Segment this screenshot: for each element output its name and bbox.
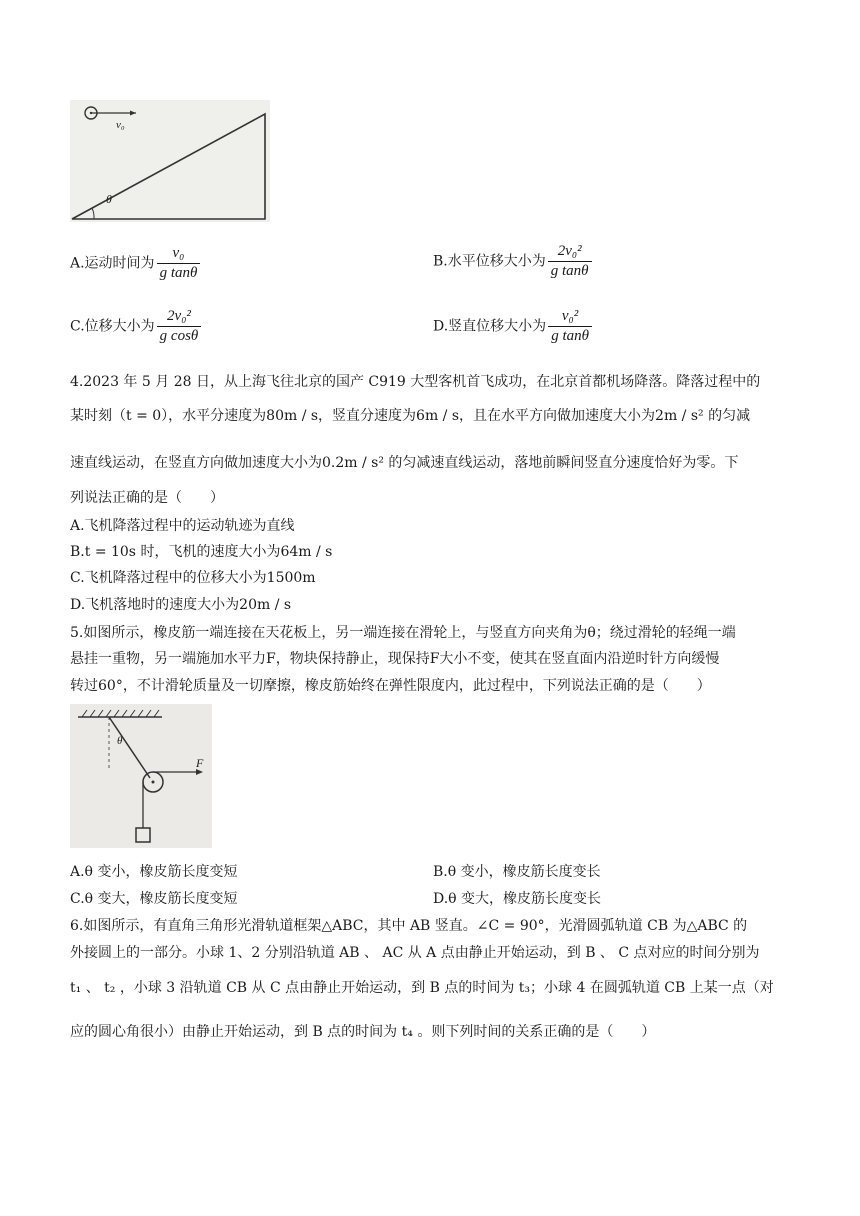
q4-option-d: D.飞机落地时的速度大小为20m / s	[70, 597, 292, 613]
q5-option-a: A.θ 变小，橡皮筋长度变短	[70, 864, 238, 880]
q4-stem-line-1: 4.2023 年 5 月 28 日，从上海飞往北京的国产 C919 大型客机首飞成功，在北京首都机场降落。降落过程中的	[70, 374, 761, 390]
rubber-band	[109, 717, 150, 778]
q4-option-c: C.飞机降落过程中的位移大小为1500m	[70, 570, 316, 586]
theta-label: θ	[106, 192, 112, 206]
q4-option-b: B.t = 10s 时，飞机的速度大小为64m / s	[70, 544, 333, 560]
incline-triangle	[72, 114, 265, 219]
weight-block	[136, 828, 150, 842]
q3-option-c: C.位移大小为 $\frac{\text{2v₀²}}{\text{g cosθ}}$	[70, 308, 201, 345]
v0-label: v₀	[116, 119, 125, 131]
incline-figure	[70, 100, 270, 222]
q4-option-a: A.飞机降落过程中的运动轨迹为直线	[70, 518, 295, 534]
q5-option-d: D.θ 变大，橡皮筋长度变长	[433, 891, 602, 907]
q4-stem-line-2: 某时刻（t = 0），水平分速度为80m / s，竖直分速度为6m / s，且在水平方向做加速度大小为2m / s² 的匀减	[70, 408, 751, 424]
q6-stem-line-2: 外接圆上的一部分。小球 1、2 分别沿轨道 AB 、 AC 从 A 点由静止开始运动，到 B 、 C 点对应的时间分别为	[70, 945, 760, 961]
q5-stem-line-1: 5.如图所示，橡皮筋一端连接在天花板上，另一端连接在滑轮上，与竖直方向夹角为θ；绕过滑轮的轻绳一端	[70, 625, 736, 641]
q3-option-b: B.水平位移大小为 $\frac{\text{2v₀²}}{\text{g tanθ}}$	[433, 243, 592, 280]
q6-stem-line-1: 6.如图所示，有直角三角形光滑轨道框架△ABC，其中 AB 竖直。∠C = 90°，光滑圆弧轨道 CB 为△ABC 的	[70, 918, 748, 934]
q3-option-a: A.运动时间为 $\frac{\text{v₀}}{\text{g tanθ}}$	[70, 245, 200, 282]
q4-stem-line-3: 速直线运动，在竖直方向做加速度大小为0.2m / s² 的匀减速直线运动，落地前瞬间竖直分速度恰好为零。下	[70, 455, 739, 471]
q4-stem-line-4: 列说法正确的是（ ）	[70, 490, 224, 506]
q5-option-b: B.θ 变小，橡皮筋长度变长	[433, 864, 601, 880]
q5-stem-line-3: 转过60°，不计滑轮质量及一切摩擦，橡皮筋始终在弹性限度内，此过程中，下列说法正确的是（ ）	[70, 678, 711, 694]
q6-stem-line-4: 应的圆心角很小）由静止开始运动，到 B 点的时间为 t₄ 。则下列时间的关系正确的是（ ）	[70, 1024, 656, 1040]
force-f-label: F	[196, 756, 204, 770]
q3-option-d: D.竖直位移大小为 $\frac{\text{v₀²}}{\text{g tanθ}}$	[433, 308, 592, 345]
incline-diagram	[70, 100, 270, 222]
q6-stem-line-3: t₁ 、 t₂ ，小球 3 沿轨道 CB 从 C 点由静止开始运动，到 B 点的时间为 t₃；小球 4 在圆弧轨道 CB 上某一点（对	[70, 980, 774, 996]
pulley-figure	[70, 704, 212, 848]
q5-stem-line-2: 悬挂一重物，另一端施加水平力F，物块保持静止，现保持F大小不变，使其在竖直面内沿逆时针方向缓慢	[70, 651, 720, 667]
pulley-theta-label: θ	[117, 735, 123, 747]
q5-option-c: C.θ 变大，橡皮筋长度变短	[70, 891, 238, 907]
pulley-diagram	[70, 704, 212, 848]
